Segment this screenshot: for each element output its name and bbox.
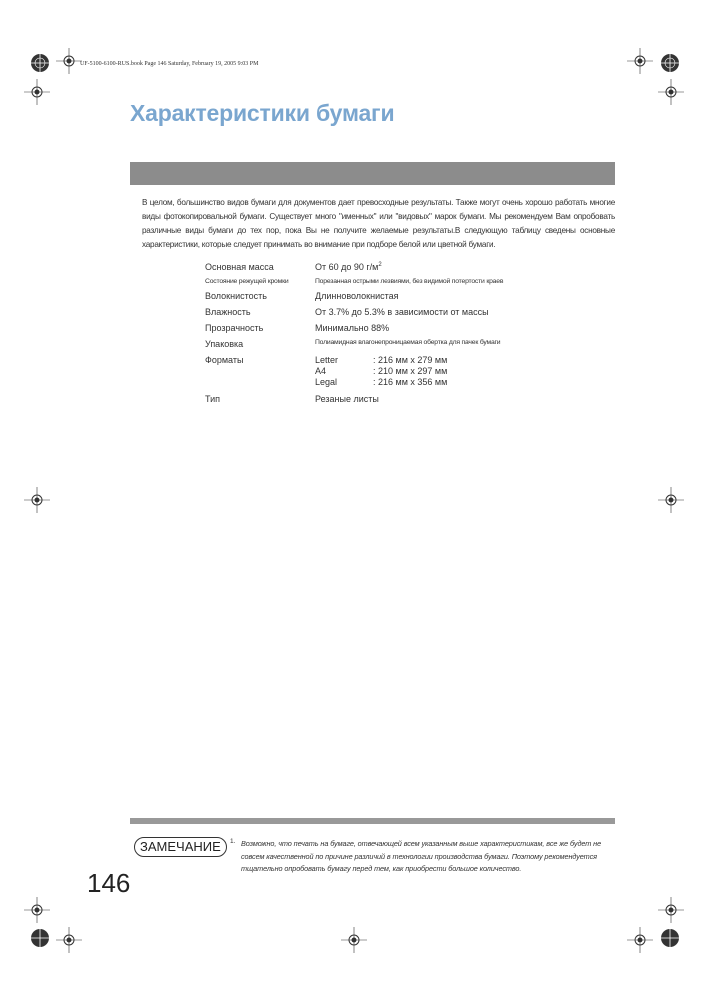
format-name: Letter — [315, 355, 339, 365]
crosshair-mark-icon — [24, 79, 50, 105]
page-number: 146 — [87, 868, 131, 898]
page-title: Характеристики бумаги — [130, 100, 395, 126]
section-bar — [130, 162, 615, 185]
format-size: : 216 мм x 279 мм — [373, 355, 448, 365]
format-size: : 210 мм x 297 мм — [373, 366, 448, 376]
crosshair-mark-icon — [56, 48, 82, 74]
spec-table — [205, 262, 615, 410]
format-item — [315, 355, 615, 366]
spec-label: Основная масса — [205, 262, 274, 272]
crosshair-mark-icon — [24, 897, 50, 923]
registration-mark-icon — [27, 50, 53, 76]
spec-row-opacity — [205, 323, 615, 333]
spec-row-formats — [205, 355, 615, 388]
spec-row-packaging — [205, 339, 615, 349]
spec-row-moisture — [205, 307, 615, 317]
spec-row-basis-weight — [205, 262, 615, 272]
crosshair-mark-icon — [24, 487, 50, 513]
spec-value: Резаные листы — [315, 394, 379, 404]
registration-mark-icon — [657, 50, 683, 76]
format-name: Legal — [315, 377, 338, 387]
format-item — [315, 377, 615, 388]
file-header-line: UF-5100-6100-RUS.book Page 146 Saturday, February 19, 2005 9:03 PM — [80, 61, 259, 67]
spec-value: Порезанная острыми лезвиями, без видимой потертости краев — [315, 278, 504, 285]
spec-label: Состояние режущей кромки — [205, 278, 289, 285]
note-marker: 1. — [230, 838, 236, 845]
spec-value: Длинноволокнистая — [315, 291, 399, 301]
spec-label: Форматы — [205, 355, 244, 365]
intro-paragraph: В целом, большинство видов бумаги для документов дает превосходные результаты. Также могут очень хорошо работать многие виды фотокопировальной бумаги. Существует много "именных" или "видовых" марок бумаги. Мы рекомендуем Вам опробовать различные виды бумаги до тех пор, пока Вы не получите желаемые результаты.В следующую таблицу сведены основные характеристики, которые следует принимать во внимание при подборе белой или цветной бумаги. — [142, 198, 615, 249]
spec-label: Прозрачность — [205, 323, 264, 333]
spec-row-fiber — [205, 291, 615, 301]
crosshair-mark-icon — [658, 897, 684, 923]
spec-value — [315, 262, 615, 272]
note-text: Возможно, что печать на бумаге, отвечающей всем указанным выше характеристикам, все же будет не совсем качественной по причине различий в технологии производства бумаги. Поэтому рекомендуется тщательно опробовать бумагу перед тем, как приобрести большое количество. — [241, 839, 602, 873]
spec-value-superscript: 2 — [378, 262, 382, 268]
footer-bar — [130, 818, 615, 824]
crosshair-mark-icon — [341, 927, 367, 953]
crosshair-mark-icon — [627, 927, 653, 953]
spec-row-edge — [205, 278, 615, 285]
crosshair-mark-icon — [56, 927, 82, 953]
crosshair-mark-icon — [627, 48, 653, 74]
note-badge: ЗАМЕЧАНИЕ — [134, 837, 227, 857]
spec-label: Тип — [205, 394, 221, 404]
spec-row-type — [205, 394, 615, 404]
crosshair-mark-icon — [658, 79, 684, 105]
registration-mark-icon — [27, 925, 53, 951]
spec-value: Полиамидная влагонепроницаемая обертка для пачек бумаги — [315, 339, 501, 346]
spec-label: Упаковка — [205, 339, 244, 349]
format-name: A4 — [315, 366, 327, 376]
format-item — [315, 366, 615, 377]
spec-label: Влажность — [205, 307, 251, 317]
spec-value-formats — [315, 355, 615, 388]
spec-value-text: От 60 до 90 г/м — [315, 262, 379, 272]
format-size: : 216 мм x 356 мм — [373, 377, 448, 387]
spec-label: Волокнистость — [205, 291, 267, 301]
spec-value: Минимально 88% — [315, 323, 390, 333]
crosshair-mark-icon — [658, 487, 684, 513]
registration-mark-icon — [657, 925, 683, 951]
spec-value: От 3.7% до 5.3% в зависимости от массы — [315, 307, 489, 317]
